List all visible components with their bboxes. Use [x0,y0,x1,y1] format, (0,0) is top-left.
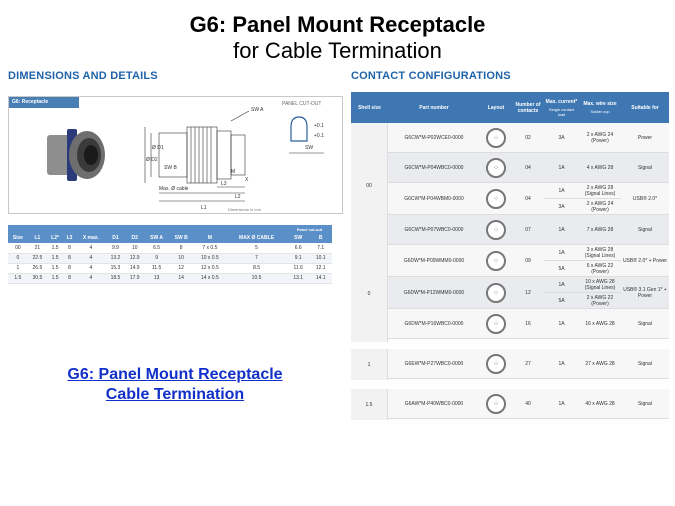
part-number: G6DW*M-P12WMM0-0000 [403,289,465,296]
label-d2: Ø D2 [146,157,158,163]
layout-cell [480,309,512,338]
part-number: G6CW*M-P04WBC0-0000 [404,164,464,171]
contact-count: 12 [525,289,531,296]
dims-header-cell: SW A [144,233,168,243]
contact-layout-icon: ⁘ [486,128,506,148]
max-wire-size [579,349,621,378]
dims-cell: 13.2 [106,253,125,263]
layout-cell [480,215,512,244]
header-layout: Layout [487,104,505,111]
max-wire-size [579,245,621,276]
dims-cell: 10.1 [309,253,332,263]
shell-group [351,389,669,419]
header-shell-size: Shell size [358,104,381,111]
contact-layout-icon: ⁘ [486,283,506,303]
dims-cell: 13 [144,273,168,283]
dims-cell: 11.5 [144,263,168,273]
header-max-wire: Max. wire size Solder cup [583,101,617,114]
dims-cell: 8 [63,273,76,283]
shell-size-cell: 1 [351,349,388,380]
dims-cell: 1.5 [47,263,63,273]
max-wire-size [579,153,621,182]
part-number: G6DW*M-P09WMM0-0000 [403,257,465,264]
contact-count: 09 [525,257,531,264]
dims-header-cell: B [309,233,332,243]
max-wire-size [579,309,621,338]
contact-count: 27 [525,360,531,367]
contact-table-row [351,277,669,309]
dims-cell: 21 [28,243,47,253]
wire-value: 6 x AWG 22 (Power) [586,262,614,275]
dims-cell: 12 x 0.5 [194,263,227,273]
dims-cell: 26.5 [28,263,47,273]
shell-size-cell: 1.5 [351,389,388,420]
drawing-tab: G6: Receptacle [9,97,79,108]
layout-cell [480,389,512,418]
current-value: 1A [558,400,565,407]
dims-cell: 4 [76,273,106,283]
panel-cutout-shape [291,117,307,141]
dimensions-note: Dimensions in mm [228,207,261,212]
wire-value: 16 x AWG 28 [585,320,615,327]
connector-drawing-svg [9,97,344,215]
dims-cell: 6.5 [144,243,168,253]
panel-cutout-label: PANEL CUT-OUT [282,101,322,107]
dimension-drawing [8,96,343,214]
current-value: 5A [558,297,565,304]
label-l3: L3 [221,181,227,187]
part-number: G6CW*M-P02WCE0-0000 [404,134,464,141]
wire-value: 2 x AWG 28 (Signal Lines) [579,183,621,199]
suitable-for: Signal [638,320,652,327]
dims-cell: 8 [63,263,76,273]
header-part-number: Part number [419,104,449,111]
max-current [544,215,579,244]
max-current [544,389,579,418]
label-d1: Ø D1 [152,145,164,151]
contact-table-row [351,215,669,245]
dims-cell: 1.5 [47,273,63,283]
dims-cell: 9.9 [106,243,125,253]
dimensions-heading: DIMENSIONS AND DETAILS [8,70,158,82]
part-number: G6AW*M-P40WBC0-0000 [404,400,464,407]
dims-cell: 7 x 0.5 [194,243,227,253]
label-sw-a: SW A [251,107,264,113]
shell-group [351,349,669,379]
max-current [544,277,579,308]
wire-value: 7 x AWG 28 [586,226,614,233]
wire-value: 27 x AWG 28 [585,360,615,367]
title-line-2: for Cable Termination [233,38,442,63]
dims-cell: 5 [226,243,287,253]
dims-cell: 11.6 [287,263,309,273]
dims-table-row [8,263,332,273]
contact-table-row [351,153,669,183]
current-value: 1A [544,277,579,293]
contact-layout-icon: ⁘ [486,394,506,414]
suitable-for: USB® 3.1 Gen 1* + Power [623,286,667,299]
max-current [544,183,579,214]
dims-table-row [8,243,332,253]
header-current-sub: Single contact load [548,106,575,117]
product-link[interactable] [0,365,350,405]
dims-cell: 15.3 [106,263,125,273]
contact-count: 04 [525,195,531,202]
contact-layout-icon: ⁘ [486,251,506,271]
dims-header-cell: X max. [76,233,106,243]
dims-cell: 17.9 [125,273,144,283]
suitable-for: Signal [638,360,652,367]
label-max-cable: Max. Ø cable [159,186,189,192]
dims-cell: 1.5 [47,243,63,253]
link-line-2[interactable]: Cable Termination [105,386,245,403]
contact-layout-icon: ⁘ [486,220,506,240]
dims-cell: 6.6 [287,243,309,253]
dims-cell: 7.1 [309,243,332,253]
dims-cell: 10 [169,253,194,263]
max-current [544,123,579,152]
contact-table-row [351,389,669,419]
cutout-tolerance-1: +0.1 [314,123,324,129]
contact-table-header [351,92,669,123]
dims-cell: 8 [63,243,76,253]
wire-value: 3 x AWG 28 (Signal Lines) [579,245,621,261]
max-current [544,349,579,378]
dims-table-row [8,253,332,263]
contact-count: 40 [525,400,531,407]
contact-count: 04 [525,164,531,171]
dims-cell: 14.1 [309,273,332,283]
dims-cell: 14 [169,273,194,283]
shell-group [351,245,669,339]
dims-cell: 14 x 0.5 [194,273,227,283]
contact-table-body [351,123,669,419]
dims-cell: 12.1 [309,263,332,273]
dims-cell: 7 [226,253,287,263]
dims-cell: 18.5 [106,273,125,283]
shell-size-cell: 00 [351,123,388,249]
header-wire-sub: Solder cup [590,109,610,114]
current-value: 3A [558,134,565,141]
connector-photo [47,129,105,181]
suitable-for: Signal [638,400,652,407]
cutout-sw-label: SW [305,145,314,151]
label-m: M [231,169,236,175]
dims-cell: 0 [8,253,28,263]
dims-header-cell: D2 [125,233,144,243]
wire-value: 2 x AWG 22 (Power) [586,294,614,307]
current-value: 1A [558,360,565,367]
shell-group [351,123,669,245]
suitable-for: Signal [638,164,652,171]
wire-value: 2 x AWG 24 (Power) [586,131,614,144]
layout-cell [480,123,512,152]
contact-layout-icon: ⁘ [486,314,506,334]
wire-value: 2 x AWG 24 (Power) [586,200,614,213]
contact-count: 02 [525,134,531,141]
contact-configurations-table [351,92,669,419]
title-line-1: G6: Panel Mount Receptacle [189,12,486,37]
dims-cell: 8 [63,253,76,263]
layout-cell [480,277,512,308]
dims-cell: 10 [125,243,144,253]
max-wire-size [579,389,621,418]
current-value: 1A [544,245,579,261]
dims-cell: 4 [76,243,106,253]
current-value: 1A [558,320,565,327]
dims-cell: 9.1 [287,253,309,263]
dimensions-table [8,225,332,284]
contact-table-row [351,349,669,379]
dims-cell: 8.5 [226,263,287,273]
current-value: 1A [544,183,579,199]
header-max-current: Max. current* Single contact load [545,98,578,117]
dims-cell: 4 [76,253,106,263]
dims-header-cell: L3 [63,233,76,243]
suitable-for: Signal [638,226,652,233]
wire-value: 4 x AWG 28 [586,164,614,171]
contact-layout-icon: ⁘ [486,189,506,209]
dims-cell: 00 [8,243,28,253]
contact-table-row [351,309,669,339]
dims-header-cell: SW B [169,233,194,243]
contact-table-row [351,183,669,215]
dims-cell: 30.5 [28,273,47,283]
dims-cell: 1.5 [8,273,28,283]
max-wire-size [579,123,621,152]
wire-value: 40 x AWG 28 [585,400,615,407]
header-suitable-for: Suitable for [631,104,659,111]
suitable-for: Power [637,134,653,141]
shell-size-cell: 0 [351,245,388,342]
label-sw-b: SW B [164,165,177,171]
dims-header-cell: M [194,233,227,243]
dims-header-cell: Size [8,233,28,243]
label-xmax: X [245,177,249,183]
dims-cell: 22.5 [28,253,47,263]
contact-table-row [351,123,669,153]
layout-cell [480,349,512,378]
max-current [544,309,579,338]
dims-cell: 1 [8,263,28,273]
contact-table-row [351,245,669,277]
dims-cell: 9 [144,253,168,263]
contact-layout-icon: ⁘ [486,354,506,374]
dims-cell: 13.1 [287,273,309,283]
panel-cutout-group-header: Panel cut-out [287,225,332,233]
part-number: G6EW*M-P27WBC0-0000 [404,360,464,367]
current-value: 3A [558,203,565,210]
layout-cell [480,153,512,182]
header-number-contacts: Number of contacts [515,101,541,114]
contact-count: 07 [525,226,531,233]
wire-value: 10 x AWG 28 (Signal Lines) [579,277,621,293]
suitable-for: USB® 2.0* [632,195,658,202]
part-number: G6CW*M-P07WBC0-0000 [404,226,464,233]
contact-layout-icon: ⁘ [486,158,506,178]
dims-header-cell: L1 [28,233,47,243]
current-value: 1A [558,164,565,171]
max-wire-size [579,277,621,308]
dims-cell: 12.9 [125,253,144,263]
dims-header-cell: SW [287,233,309,243]
cutout-tolerance-2: +0.1 [314,133,324,139]
link-line-1[interactable]: G6: Panel Mount Receptacle [67,366,283,383]
dims-cell: 10 x 0.5 [194,253,227,263]
dims-table-row [8,273,332,283]
slide-title [0,12,675,64]
label-l2: L2 [235,194,241,200]
layout-cell [480,183,512,214]
part-number: G6CW*M-P04WBM0-0000 [404,195,464,202]
contact-configurations-heading: CONTACT CONFIGURATIONS [351,70,511,82]
dims-cell: 14.9 [125,263,144,273]
max-current [544,245,579,276]
max-wire-size [579,215,621,244]
layout-cell [480,245,512,276]
max-wire-size [579,183,621,214]
dims-cell: 12 [169,263,194,273]
dims-cell: 1.5 [47,253,63,263]
label-l1: L1 [201,205,207,211]
dims-header-cell: MAX Ø CABLE [226,233,287,243]
suitable-for: USB® 2.0* + Power [622,257,668,264]
max-current [544,153,579,182]
contact-count: 16 [525,320,531,327]
dims-header-cell: D1 [106,233,125,243]
dims-header-cell: L2* [47,233,63,243]
dims-cell: 10.5 [226,273,287,283]
part-number: G6DW*M-P16WBC0-0000 [404,320,464,327]
current-value: 5A [558,265,565,272]
dims-cell: 4 [76,263,106,273]
current-value: 1A [558,226,565,233]
dims-cell: 8 [169,243,194,253]
